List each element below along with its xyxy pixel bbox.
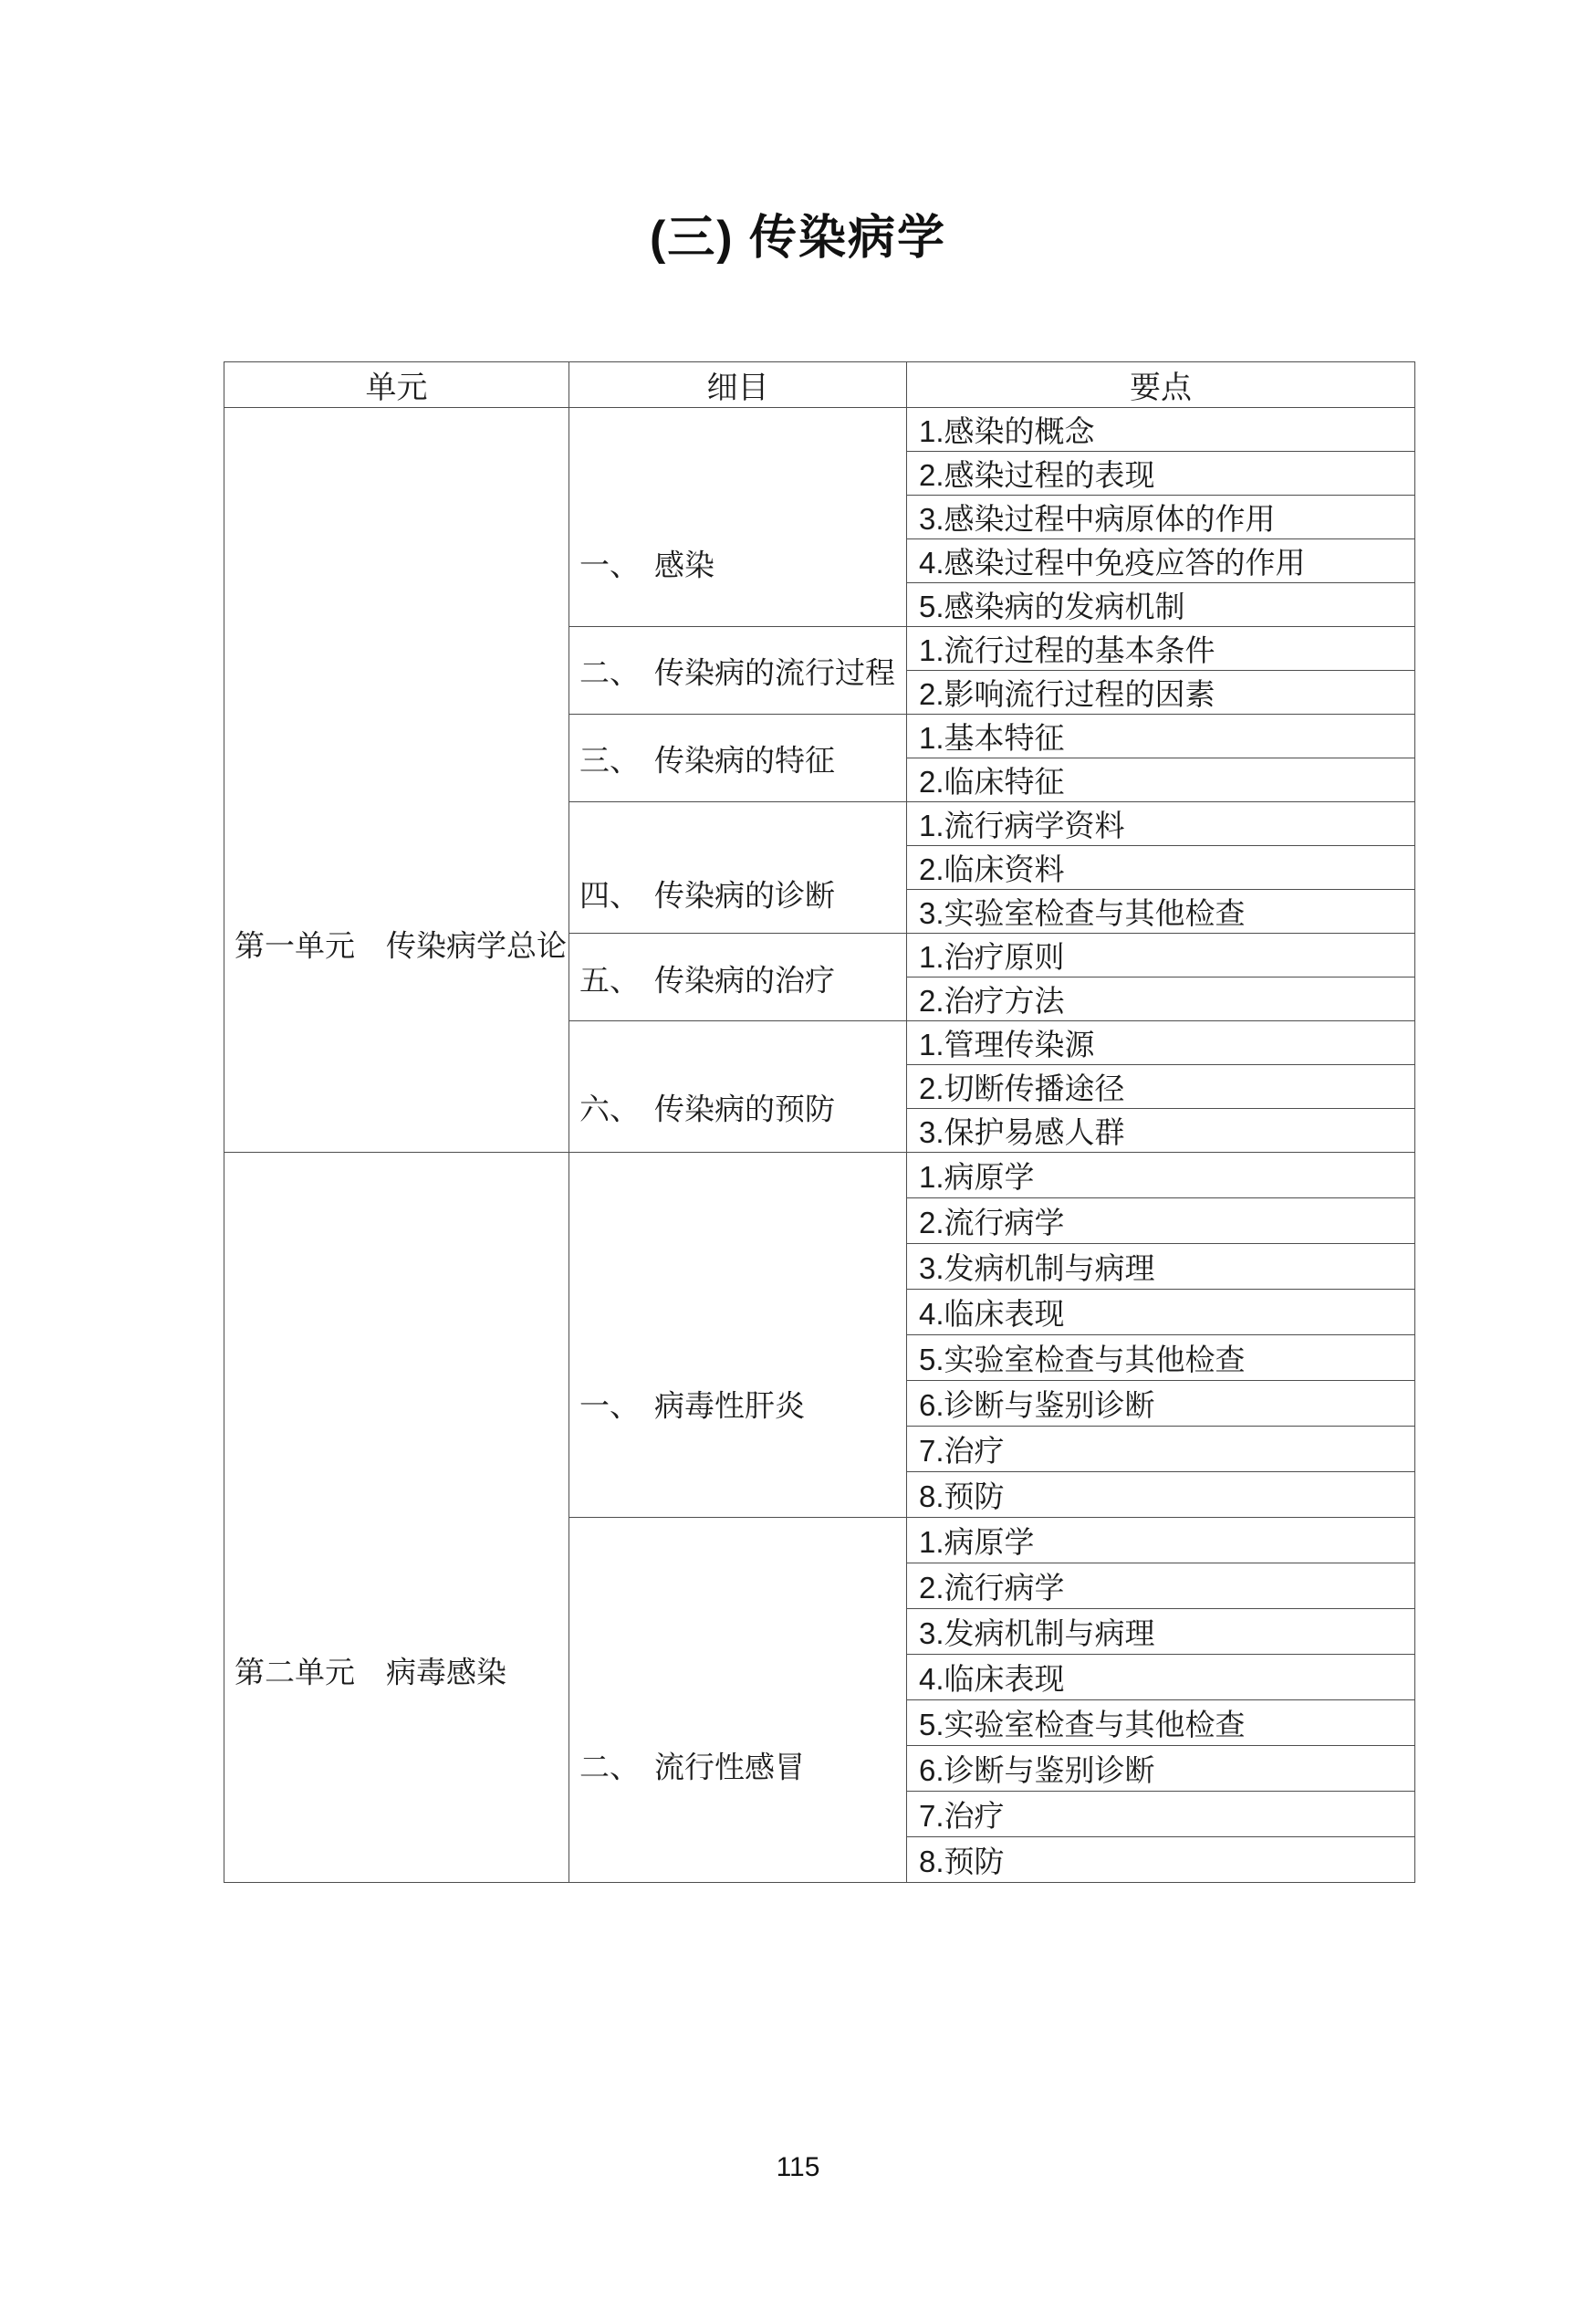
point-cell: 2.感染过程的表现 [907,452,1415,496]
point-cell: 2.临床资料 [907,846,1415,890]
point-cell: 7.治疗 [907,1792,1415,1837]
unit-label: 第二单元 病毒感染 [235,1655,506,1689]
point-cell: 1.病原学 [907,1153,1415,1198]
unit-cell [224,1153,569,1883]
detail-label: 一、 病毒性肝炎 [579,1388,805,1423]
point-cell: 6.诊断与鉴别诊断 [907,1746,1415,1792]
col-header-unit: 单元 [224,362,569,408]
col-header-detail: 细目 [569,362,907,408]
detail-label: 一、 感染 [579,548,715,582]
point-cell: 5.实验室检查与其他检查 [907,1335,1415,1381]
detail-cell [569,934,907,1021]
point-cell: 1.基本特征 [907,715,1415,758]
point-cell: 2.临床特征 [907,758,1415,802]
point-cell: 4.临床表现 [907,1655,1415,1700]
detail-cell [569,802,907,934]
page-title: (三) 传染病学 [649,212,947,265]
detail-cell [569,627,907,715]
point-cell: 2.治疗方法 [907,978,1415,1021]
point-cell: 5.感染病的发病机制 [907,583,1415,627]
detail-label: 五、 传染病的治疗 [579,963,835,998]
point-cell: 1.管理传染源 [907,1021,1415,1065]
detail-label: 二、 流行性感冒 [579,1750,805,1784]
point-cell: 3.发病机制与病理 [907,1244,1415,1290]
point-cell: 1.感染的概念 [907,408,1415,452]
detail-label: 三、 传染病的特征 [579,743,835,777]
point-cell: 1.流行过程的基本条件 [907,627,1415,671]
point-cell: 1.治疗原则 [907,934,1415,978]
detail-cell [569,1153,907,1518]
detail-cell [569,715,907,802]
detail-cell [569,1518,907,1883]
point-cell: 2.流行病学 [907,1563,1415,1609]
point-cell: 8.预防 [907,1472,1415,1518]
point-cell: 3.感染过程中病原体的作用 [907,496,1415,539]
unit-label: 第一单元 传染病学总论 [235,928,567,963]
point-cell: 4.临床表现 [907,1290,1415,1335]
point-cell: 2.流行病学 [907,1198,1415,1244]
point-cell: 3.发病机制与病理 [907,1609,1415,1655]
detail-label: 二、 传染病的流行过程 [579,655,895,689]
point-cell: 1.病原学 [907,1518,1415,1563]
point-cell: 3.保护易感人群 [907,1109,1415,1153]
point-cell: 8.预防 [907,1837,1415,1883]
point-cell: 6.诊断与鉴别诊断 [907,1381,1415,1427]
page-number: 115 [776,2152,820,2182]
detail-cell [569,408,907,627]
point-cell: 5.实验室检查与其他检查 [907,1700,1415,1746]
col-header-points: 要点 [907,362,1415,408]
point-cell: 2.切断传播途径 [907,1065,1415,1109]
syllabus-table [224,361,1415,1883]
point-cell: 3.实验室检查与其他检查 [907,890,1415,934]
point-cell: 4.感染过程中免疫应答的作用 [907,539,1415,583]
unit-cell [224,408,569,1153]
detail-label: 六、 传染病的预防 [579,1092,835,1126]
point-cell: 7.治疗 [907,1427,1415,1472]
point-cell: 1.流行病学资料 [907,802,1415,846]
point-cell: 2.影响流行过程的因素 [907,671,1415,715]
detail-cell [569,1021,907,1153]
detail-label: 四、 传染病的诊断 [579,878,835,913]
